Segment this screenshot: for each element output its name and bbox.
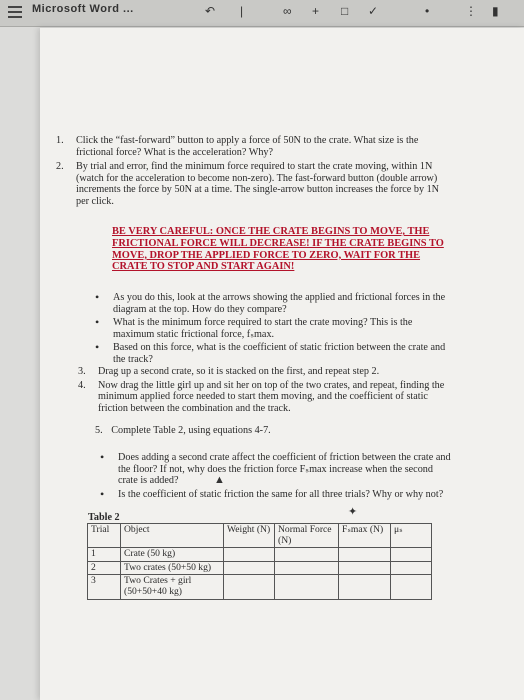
step-number: 4.: [78, 379, 86, 391]
bullet-item: [100, 486, 455, 501]
question-text: Click the “fast-forward” button to apply a force of 50N to the crate. What size is the frictional force? What is the acceleration? Why?: [76, 135, 419, 158]
table-header: Object: [121, 524, 224, 548]
bullet-list-1: [95, 292, 455, 368]
bullet-item: [95, 317, 455, 340]
menu-icon[interactable]: [8, 6, 22, 18]
bullet-item: [95, 342, 455, 365]
table-cell[interactable]: 3: [88, 575, 121, 599]
bullet-text: Does adding a second crate affect the coefficient of friction between the crate and the floor? If not, why does the friction force Fₛmax increase when the second crate is added?: [118, 452, 451, 487]
table-cell[interactable]: Two Crates + girl (50+50+40 kg): [121, 575, 224, 599]
question-number: 1.: [56, 135, 64, 146]
table-cell[interactable]: [391, 561, 432, 575]
table-cell[interactable]: [339, 575, 391, 599]
table-header: μₛ: [391, 524, 432, 548]
question-number: 2.: [56, 161, 64, 173]
glasses-icon[interactable]: ∞: [283, 4, 292, 18]
step-3: [78, 366, 458, 378]
cursor-icon: ✦: [348, 506, 358, 518]
table-cell[interactable]: [224, 561, 275, 575]
cursor-icon: ▲: [214, 474, 225, 486]
step-number: 3.: [78, 366, 86, 377]
table-cell[interactable]: [275, 561, 339, 575]
step-5: [95, 425, 271, 436]
bullet-dot-icon: •: [100, 450, 105, 464]
table-row: [88, 561, 432, 575]
step-number: 5.: [95, 425, 103, 436]
table-cell[interactable]: [275, 548, 339, 562]
table-cell[interactable]: [339, 548, 391, 562]
table-caption: Table 2: [88, 512, 120, 523]
step-text: Drag up a second crate, so it is stacked on the first, and repeat step 2.: [98, 366, 380, 377]
table-row: [88, 575, 432, 599]
bullet-text: What is the minimum force required to start the crate moving? This is the maximum static frictional force, fₛmax.: [113, 317, 413, 340]
table-cell[interactable]: 1: [88, 548, 121, 562]
question-1: [56, 135, 451, 158]
tool-icon[interactable]: |: [240, 4, 244, 18]
undo-icon[interactable]: ↶: [205, 4, 216, 18]
bullet-text: As you do this, look at the arrows showing the applied and frictional forces in the diagram at the top. How do they compare?: [113, 292, 446, 315]
bullet-text: Based on this force, what is the coefficient of static friction between the crate and the track?: [113, 342, 446, 365]
question-list: [56, 135, 451, 211]
more-icon[interactable]: ⋮: [465, 4, 477, 18]
table-header-row: [88, 524, 432, 548]
question-2: [56, 161, 451, 207]
table-cell[interactable]: [275, 575, 339, 599]
data-table: [87, 523, 432, 600]
table-cell[interactable]: [224, 575, 275, 599]
bullet-item: [95, 292, 455, 315]
app-title: Microsoft Word ...: [32, 3, 134, 15]
warning-text: BE VERY CAREFUL: ONCE THE CRATE BEGINS TO MOVE, THE FRICTIONAL FORCE WILL DECREASE! IF THE CRATE BEGINS TO MOVE, DROP THE APPLIED FORCE TO ZERO, WAIT FOR THE CRATE TO STOP AND START AGAIN!: [112, 226, 444, 273]
step-text: Now drag the little girl up and sit her on top of the two crates, and repeat, finding the minimum applied force needed to start them moving, and the coefficient of static friction between the combination and the track.: [98, 379, 445, 414]
step-list: [78, 366, 458, 416]
table-cell[interactable]: Two crates (50+50 kg): [121, 561, 224, 575]
bullet-list-2: [100, 452, 455, 502]
table-header: Normal Force (N): [275, 524, 339, 548]
table-cell[interactable]: 2: [88, 561, 121, 575]
word-toolbar: [0, 0, 524, 27]
table-header: Fₛmax (N): [339, 524, 391, 548]
table-cell[interactable]: [391, 575, 432, 599]
pin-icon[interactable]: •: [425, 4, 430, 18]
add-icon[interactable]: +: [312, 4, 320, 18]
table-cell[interactable]: Crate (50 kg): [121, 548, 224, 562]
battery-icon: ▮: [492, 4, 499, 18]
table-cell[interactable]: [224, 548, 275, 562]
bullet-dot-icon: •: [95, 290, 100, 304]
share-icon[interactable]: ✓: [368, 4, 379, 18]
bullet-dot-icon: •: [100, 486, 105, 501]
bullet-item: [100, 452, 455, 487]
step-text: Complete Table 2, using equations 4-7.: [111, 425, 271, 436]
table-header: Weight (N): [224, 524, 275, 548]
question-text: By trial and error, find the minimum force required to start the crate moving, within 1N (watch for the acceleration to become non-zero). The fast-forward button (double arrow) increments the force by 50N at a time. The single-arrow button increases the force by 1N per click.: [76, 161, 440, 207]
table-row: [88, 548, 432, 562]
table-header: Trial: [88, 524, 121, 548]
bullet-dot-icon: •: [95, 315, 100, 330]
comment-icon[interactable]: □: [341, 4, 349, 18]
bullet-dot-icon: •: [95, 340, 100, 355]
table-cell[interactable]: [339, 561, 391, 575]
step-4: [78, 380, 458, 415]
bullet-text: Is the coefficient of static friction the same for all three trials? Why or why not?: [118, 488, 444, 500]
table-cell[interactable]: [391, 548, 432, 562]
